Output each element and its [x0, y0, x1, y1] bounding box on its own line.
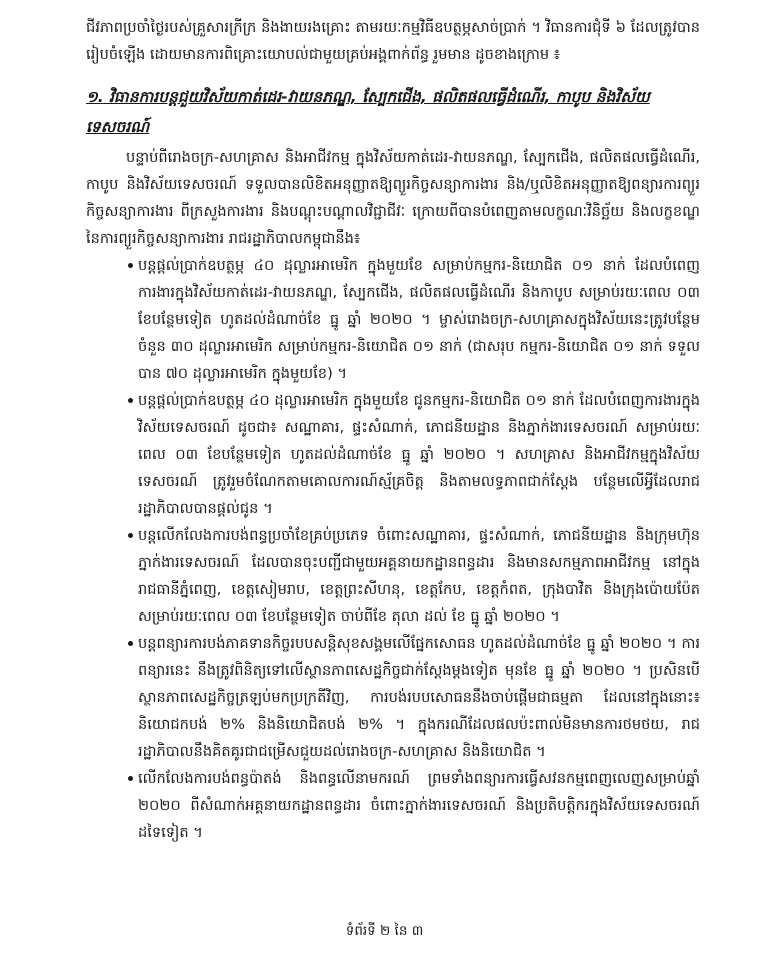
list-item-text: បន្តផ្តល់ប្រាក់ឧបត្ថម្ភ ៤០ ដុល្លារអាមេរិក ក្នុងមួយខែ ជូនកម្មករ-និយោជិត ០១ នាក់ ដែលបំពេញការងារក្នុងវិស័យទេសចរណ៍ ដូចជា៖ សណ្ឋាគារ, ផ្ទះសំណាក់, ភោជនីយដ្ឋាន និងភ្នាក់ងារទេសចរណ៍ សម្រាប់រយៈពេល ០៣ ខែបន្ថែមទៀត ហូតដល់ដំណាច់ខែ ធ្នូ ឆ្នាំ ២០២០ ។ សហគ្រាស និងអាជីវកម្មក្នុងវិស័យទេសចរណ៍ ត្រូវរួមចំណែកតាមគោលការណ៍ស្ម័គ្រចិត្ត និងតាមលទ្ធភាពជាក់ស្តែង បន្ថែមលើអ្វីដែលរាជរដ្ឋាភិបាលបានផ្តល់ជូន ។ [138, 392, 700, 517]
bullet-icon [128, 263, 133, 268]
list-item-text: បន្តផ្តល់ប្រាក់ឧបត្ថម្ភ ៤០ ដុល្លារអាមេរិក ក្នុងមួយខែ សម្រាប់កម្មករ-និយោជិត ០១ នាក់ ដែលបំពេញការងារក្នុងវិស័យកាត់ដេរ-វាយនភណ្ឌ, ស្បែកជើង, ផលិតផលធ្វើដំណើរ និងកាបូប សម្រាប់រយៈពេល ០៣ ខែបន្ថែមទៀត ហូតដល់ដំណាច់ខែ ធ្នូ ឆ្នាំ ២០២០ ។ ម្ចាស់រោងចក្រ-សហគ្រាសក្នុងវិស័យនេះត្រូវបន្ថែមចំនួន ៣០ ដុល្លារអាមេរិក សម្រាប់កម្មករ-និយោជិត ០១ នាក់ (ជាសរុប កម្មករ-និយោជិត ០១ នាក់ ទទួលបាន ៧០ ដុល្លារអាមេរិក ក្នុងមួយខែ) ។ [138, 257, 700, 382]
bullet-icon [128, 533, 133, 538]
list-item [86, 522, 700, 630]
bullet-icon [128, 776, 133, 781]
page-number: ទំព័រទី ២ នៃ ៣ [345, 923, 424, 939]
list-item-text: បន្តពន្យារការបង់ភាគទាន​​​​​​កិច្ចរបបសន្តិសុខសង្គមលើផ្នែកសោធន ហូតដល់ដំណាច់ខែ ធ្នូ ឆ្នាំ ២០២០ ។ ការពន្យារនេះ នឹងត្រូវពិនិត្យទៅលើស្ថានភាពសេដ្ឋកិច្ចជាក់ស្តែងម្តងទៀត មុនខែ ធ្នូ ឆ្នាំ ២០២០ ។ ប្រសិនបើស្ថានភាពសេដ្ឋកិច្ចត្រឡប់មកប្រក្រតីវិញ, ការបង់របបសោធននឹងចាប់ផ្តើមជាធម្មតា ដែលនៅក្នុងនោះ៖ និយោជកបង់ ២% និងនិយោជិតបង់ ២% ។ ក្នុងករណីដែលផលប៉ះពាល់មិនមានការថមថយ, រាជរដ្ឋាភិបាលនឹងគិតគូរជាជម្រើសជួយដល់រោងចក្រ-សហគ្រាស និងនិយោជិត ។ [138, 635, 700, 760]
page-content [86, 14, 700, 846]
intro-paragraph: ជីវភាពប្រចាំថ្ងៃរបស់គ្រួសារក្រីក្រ និងងាយរងគ្រោះ តាមរយៈកម្មវិធីឧបត្ថម្ភសាច់ប្រាក់ ។ វិធានការជុំទី ៦ ដែលត្រូវបានរៀបចំឡើង ដោយមានការពិគ្រោះយោបល់ជាមួយគ្រប់អង្គពាក់ព័ន្ធ រួមមាន ដូចខាងក្រោម ៖ [86, 19, 700, 63]
measures-list [86, 252, 700, 846]
list-item [86, 252, 700, 387]
lead-paragraph: បន្ទាប់ពីរោងចក្រ-សហគ្រាស និងអាជីវកម្ម ក្នុងវិស័យកាត់ដេរ-វាយនភណ្ឌ, ស្បែកជើង, ផលិតផលធ្វើដំណើរ, កាបូប និងវិស័យទេសចរណ៍ ទទួលបានលិខិតអនុញ្ញាតឱ្យព្យួរកិច្ចសន្យាការងារ និង/ឬលិខិតអនុញ្ញាតឱ្យពន្យារការព្យួរកិច្ចសន្យាការងារ ពីក្រសួងការងារ និងបណ្តុះបណ្តាលវិជ្ជាជីវៈ ក្រោយពីបានបំពេញតាមលក្ខណៈវិនិច្ឆ័យ និងលក្ខខណ្ឌនៃការព្យួរកិច្ចសន្យាការងារ រាជរដ្ឋាភិបាលកម្ពុជានឹង៖ [86, 149, 700, 247]
bullet-icon [128, 398, 133, 403]
list-item [86, 630, 700, 765]
list-item [86, 765, 700, 846]
section-heading: ១. វិធានការបន្តជួយវិស័យកាត់ដេរ-វាយនភណ្ឌ, ស្បែកជើង, ផលិតផលធ្វើដំណើរ, កាបូប និងវិស័យទេសចរណ៍ [86, 88, 650, 136]
list-item-text: បន្តលើកលែងការបង់ពន្ធប្រចាំខែគ្រប់ប្រភេទ ចំពោះសណ្ឋាគារ, ផ្ទះសំណាក់, ភោជនីយដ្ឋាន និងក្រុមហ៊ុនភ្នាក់ងារទេសចរណ៍ ដែលបានចុះបញ្ជីជាមួយអគ្គនាយកដ្ឋានពន្ធដារ និងមានសកម្មភាពអាជីវកម្ម នៅក្នុងរាជធានីភ្នំពេញ, ខេត្តសៀមរាប, ខេត្តព្រះសីហនុ, ខេត្តកែប, ខេត្តកំពត, ក្រុងបាវិត និងក្រុងប៉ោយប៉ែត សម្រាប់រយៈពេល ០៣ ខែបន្ថែមទៀត ចាប់ពីខែ តុលា ដល់ ខែ ធ្នូ ឆ្នាំ ២០២០ ។ [138, 527, 700, 625]
list-item [86, 387, 700, 522]
list-item-text: លើកលែងការបង់ពន្ធប៉ាតង់ និងពន្ធលើនាមករណ៍ ព្រមទាំងពន្យារការធ្វើសវនកម្មពេញលេញសម្រាប់ឆ្នាំ ២០២០ ពីសំណាក់អគ្គនាយកដ្ឋានពន្ធដារ ចំពោះភ្នាក់ងារទេសចរណ៍ និងប្រតិបត្តិករក្នុងវិស័យទេសចរណ៍ដទៃទៀត ។ [138, 770, 700, 841]
bullet-icon [128, 641, 133, 646]
